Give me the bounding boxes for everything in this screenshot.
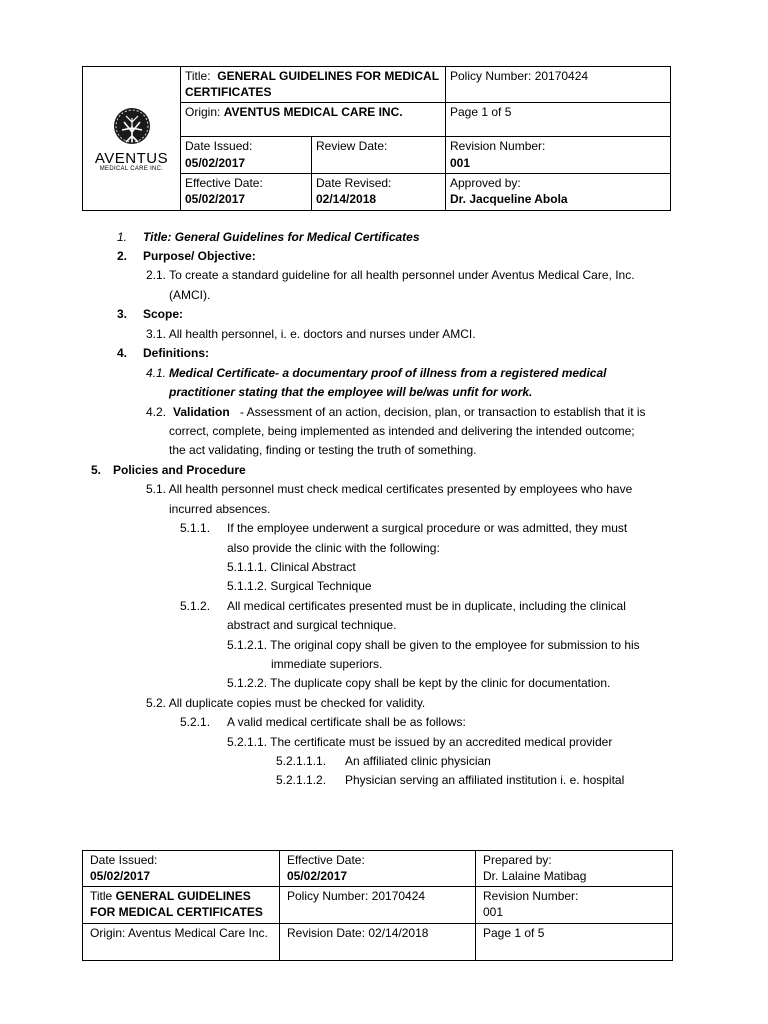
header-origin-cell xyxy=(181,103,446,137)
list-item: Physician serving an affiliated institution i. e. hospital xyxy=(345,773,625,787)
tree-icon xyxy=(112,106,152,150)
list-item: 5.1.1.2. Surgical Technique xyxy=(227,579,372,593)
section-title: Purpose/ Objective: xyxy=(143,249,256,263)
definition: the act validating, finding or testing the truth of something. xyxy=(169,443,477,457)
footer-origin: Origin: Aventus Medical Care Inc. xyxy=(83,924,280,961)
list-item: 5.1.1.1. Clinical Abstract xyxy=(227,560,356,574)
paragraph: also provide the clinic with the following: xyxy=(227,541,440,555)
header-effective-date: Effective Date: 05/02/2017 xyxy=(181,173,312,210)
company-logo xyxy=(87,106,176,172)
section-number: 2. xyxy=(117,249,128,263)
footer-revision-date: Revision Date: 02/14/2018 xyxy=(280,924,476,961)
header-origin-label: Origin: xyxy=(185,105,221,120)
header-revision-number: Revision Number: 001 xyxy=(446,137,671,173)
header-page: Page 1 of 5 xyxy=(446,103,671,137)
section-title: Definitions: xyxy=(143,346,209,360)
header-title-value: GENERAL GUIDELINES FOR MEDICAL CERTIFICATES xyxy=(185,69,439,100)
header-origin-value: AVENTUS MEDICAL CARE INC. xyxy=(223,105,403,120)
footer-revision-number: Revision Number: 001 xyxy=(476,887,673,924)
section-number: 5. xyxy=(91,463,102,477)
footer-policy-number: Policy Number: 20170424 xyxy=(280,887,476,924)
header-approved-by: Approved by: Dr. Jacqueline Abola xyxy=(446,173,671,210)
definition-term: Validation xyxy=(173,405,230,419)
footer-page: Page 1 of 5 xyxy=(476,924,673,961)
definition: practitioner stating that the employee will be/was unfit for work. xyxy=(169,385,533,399)
list-number: 5.2.1. xyxy=(180,715,211,729)
header-table xyxy=(82,66,671,211)
footer-title: Title GENERAL GUIDELINES FOR MEDICAL CERTIFICATES xyxy=(83,887,280,924)
definition: Medical Certificate- a documentary proof of illness from a registered medical xyxy=(169,366,607,380)
paragraph: If the employee underwent a surgical procedure or was admitted, they must xyxy=(227,521,628,535)
logo-cell xyxy=(83,67,181,211)
paragraph: 5.2. All duplicate copies must be checked for validity. xyxy=(146,696,426,710)
paragraph: 5.1. All health personnel must check medical certificates presented by employees who have xyxy=(146,482,633,496)
header-policy-number: Policy Number: 20170424 xyxy=(446,67,671,103)
paragraph: 2.1. To create a standard guideline for all health personnel under Aventus Medical Care, Inc. xyxy=(146,268,635,282)
logo-name: AVENTUS xyxy=(94,149,169,167)
paragraph: A valid medical certificate shall be as follows: xyxy=(227,715,466,729)
section-title: Policies and Procedure xyxy=(113,463,246,477)
list-number: 5.1.2. xyxy=(180,599,211,613)
list-item: immediate superiors. xyxy=(271,657,383,671)
paragraph: abstract and surgical technique. xyxy=(227,618,397,632)
list-number: 4.1. xyxy=(146,366,167,380)
header-date-issued: Date Issued: 05/02/2017 xyxy=(181,137,312,173)
section-number: 1. xyxy=(117,230,128,244)
header-title-label: Title: xyxy=(185,69,211,83)
list-number: 5.2.1.1.1. xyxy=(276,754,327,768)
list-number: 5.2.1.1.2. xyxy=(276,773,327,787)
paragraph: incurred absences. xyxy=(169,502,271,516)
definition: - Assessment of an action, decision, plan, or transaction to establish that it is xyxy=(240,405,646,419)
header-title-cell xyxy=(181,67,446,103)
section-title: Title: General Guidelines for Medical Certificates xyxy=(143,230,420,244)
definition: correct, complete, being implemented as intended and delivering the intended outcome; xyxy=(169,424,635,438)
header-review-date: Review Date: xyxy=(312,137,446,173)
list-item: 5.1.2.2. The duplicate copy shall be kept by the clinic for documentation. xyxy=(227,676,611,690)
list-item: An affiliated clinic physician xyxy=(345,754,491,768)
list-item: 5.1.2.1. The original copy shall be given to the employee for submission to his xyxy=(227,638,640,652)
footer-table xyxy=(82,850,673,961)
list-number: 4.2. xyxy=(146,405,167,419)
section-title: Scope: xyxy=(143,307,184,321)
paragraph: (AMCI). xyxy=(169,288,211,302)
list-number: 5.1.1. xyxy=(180,521,211,535)
section-number: 3. xyxy=(117,307,128,321)
section-number: 4. xyxy=(117,346,128,360)
paragraph: 3.1. All health personnel, i. e. doctors and nurses under AMCI. xyxy=(146,327,476,341)
list-item: 5.2.1.1. The certificate must be issued by an accredited medical provider xyxy=(227,735,613,749)
paragraph: All medical certificates presented must be in duplicate, including the clinical xyxy=(227,599,626,613)
footer-effective-date: Effective Date: 05/02/2017 xyxy=(280,851,476,887)
footer-date-issued: Date Issued: 05/02/2017 xyxy=(83,851,280,887)
logo-subtitle: MEDICAL CARE INC. xyxy=(99,165,164,172)
footer-prepared-by: Prepared by: Dr. Lalaine Matibag xyxy=(476,851,673,887)
header-date-revised: Date Revised: 02/14/2018 xyxy=(312,173,446,210)
